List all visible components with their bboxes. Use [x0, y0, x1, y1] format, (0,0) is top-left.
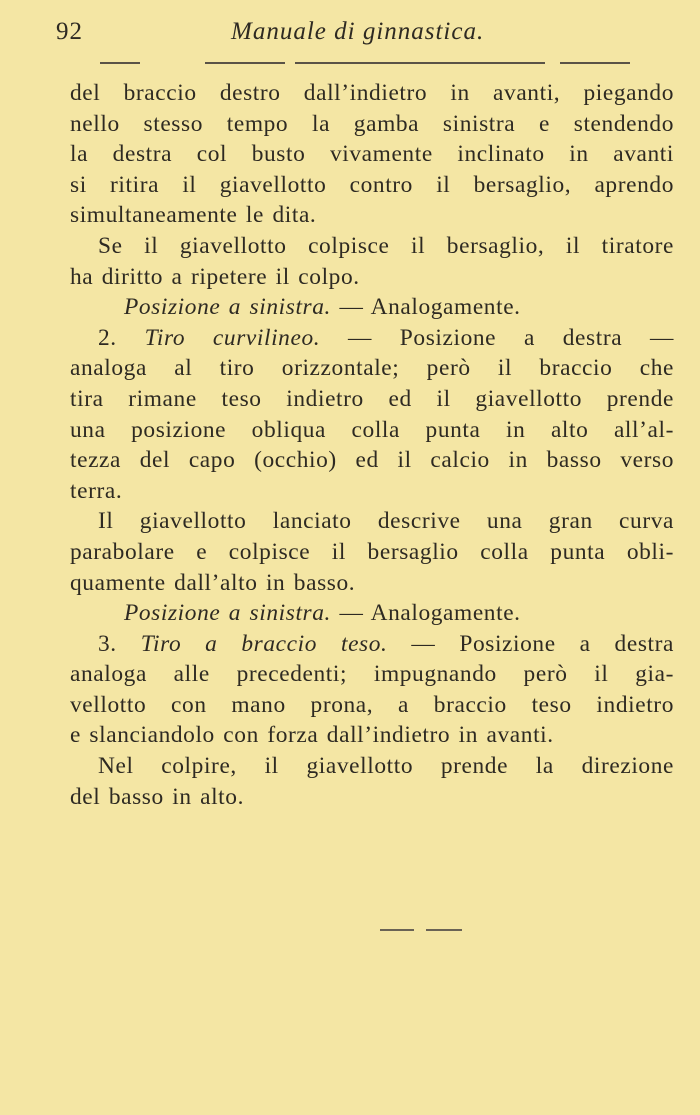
- italic-heading: Posizione a sinistra.: [124, 294, 331, 321]
- page-number: 92: [56, 18, 83, 45]
- section-number: 2.: [98, 324, 117, 351]
- heading-rest: — Analogamente.: [331, 600, 521, 627]
- text-line: [70, 292, 674, 323]
- paragraph-straight-arm-throw: [70, 629, 674, 751]
- text-line: e slanciandolo con forza dall’indietro in avanti.: [70, 722, 554, 749]
- text-line: analoga alle precedenti; impugnando però il gia-: [70, 661, 674, 688]
- paragraph-left-position: [70, 598, 674, 629]
- text-line: una posizione obliqua colla punta in alto all’al-: [70, 416, 674, 443]
- running-title: Manuale di ginnastica.: [231, 18, 485, 45]
- text-line: si ritira il giavellotto contro il bersaglio, aprendo: [70, 171, 674, 198]
- text-line: ha diritto a ripetere il colpo.: [70, 263, 360, 290]
- paragraph-hit-rule: [70, 231, 674, 292]
- text-line: [70, 323, 674, 354]
- text-line: Nel colpire, il giavellotto prende la direzione: [98, 753, 674, 780]
- body-text: [70, 78, 674, 812]
- text-line: simultaneamente le dita.: [70, 202, 317, 229]
- end-ornament-rule: [380, 929, 462, 931]
- text-line: tira rimane teso indietro ed il giavellotto prende: [70, 385, 674, 412]
- text-line: quamente dall’alto in basso.: [70, 569, 356, 596]
- section-title: Tiro curvilineo.: [144, 324, 321, 351]
- text-line: Il giavellotto lanciato descrive una gran curva: [98, 508, 674, 535]
- text-line: del basso in alto.: [70, 783, 245, 810]
- text-line: [70, 629, 674, 660]
- section-title: Tiro a braccio teso.: [140, 630, 388, 657]
- text-line: tezza del capo (occhio) ed il calcio in basso verso: [70, 447, 674, 474]
- section-intro: — Posizione a destra —: [320, 324, 674, 351]
- text-line: Se il giavellotto colpisce il bersaglio, il tiratore: [98, 232, 674, 259]
- header-rule: [100, 62, 640, 64]
- heading-rest: — Analogamente.: [331, 294, 521, 321]
- text-line: terra.: [70, 477, 123, 504]
- text-line: parabolare e colpisce il bersaglio colla punta obli-: [70, 538, 674, 565]
- text-line: del braccio destro dall’indietro in avanti, piegando: [70, 80, 674, 106]
- text-line: la destra col busto vivamente inclinato in avanti: [70, 141, 674, 168]
- page-header: [56, 18, 656, 52]
- paragraph-curve-description: [70, 506, 674, 598]
- italic-heading: Posizione a sinistra.: [124, 600, 331, 627]
- paragraph-continuation: [70, 78, 674, 231]
- section-number: 3.: [98, 630, 117, 657]
- paragraph-left-position: [70, 292, 674, 323]
- text-line: [70, 598, 674, 629]
- paragraph-curvilinear-throw: [70, 323, 674, 507]
- paragraph-direction: [70, 751, 674, 812]
- section-intro: — Posizione a destra: [387, 630, 674, 657]
- text-line: nello stesso tempo la gamba sinistra e stendendo: [70, 110, 674, 137]
- text-line: analoga al tiro orizzontale; però il braccio che: [70, 355, 674, 382]
- text-line: vellotto con mano prona, a braccio teso indietro: [70, 691, 674, 718]
